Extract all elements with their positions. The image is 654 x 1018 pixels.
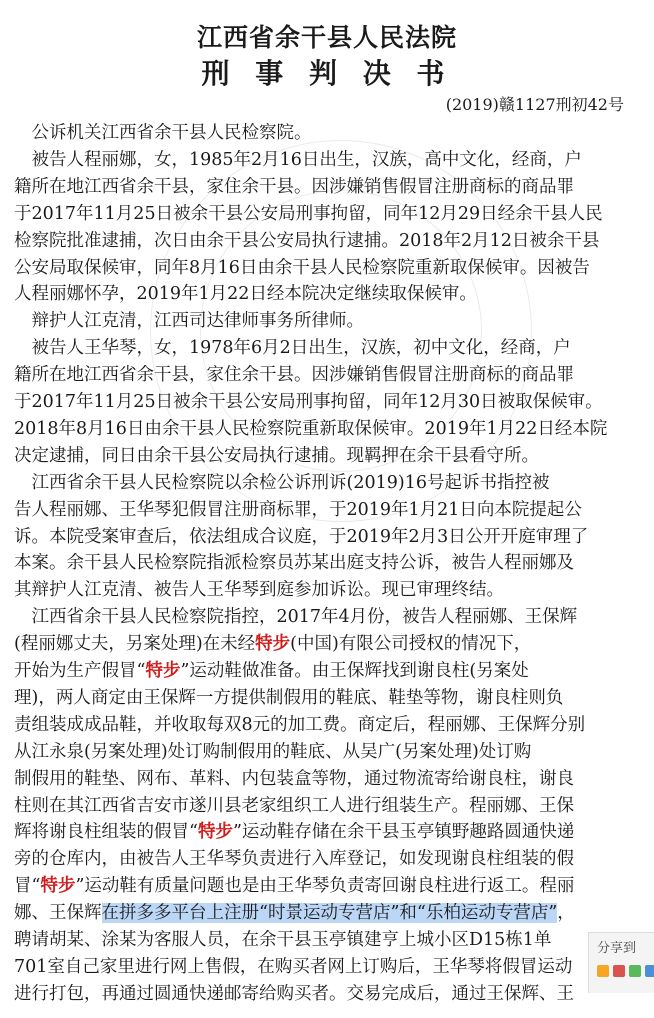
body-line [14, 793, 634, 819]
text-run: ， [557, 903, 575, 924]
text-run: 江西省余干县人民检察院指控，2017年4月份，被告人程丽娜、王保辉 [14, 607, 578, 628]
text-run: 告人程丽娜、王华琴犯假冒注册商标罪，于2019年1月21日向本院提起公 [14, 499, 582, 520]
text-run: 冒“ [14, 876, 41, 897]
body-line [14, 443, 634, 469]
text-run: 检察院批准逮捕，次日由余干县公安局执行逮捕。2018年2月12日被余干县 [14, 230, 600, 251]
body-line [14, 201, 634, 227]
body-line [14, 550, 634, 576]
text-run: ”运动鞋有质量问题也是由王华琴负责寄回谢良柱进行返工。程丽 [75, 876, 575, 897]
body-line [14, 147, 634, 173]
case-number: (2019)赣1127刑初42号 [445, 95, 624, 114]
body-line [14, 927, 634, 953]
body-line [14, 981, 634, 1007]
text-run: 进行打包，再通过圆通快递邮寄给购买者。交易完成后，通过王保辉、王 [14, 983, 574, 1004]
text-run: (中国)有限公司授权的情况下， [290, 634, 532, 655]
text-run: 辉将谢良柱组装的假冒“ [14, 822, 198, 843]
weibo-icon[interactable] [613, 965, 625, 977]
body-line [14, 120, 634, 146]
text-run: 理)，两人商定由王保辉一方提供制假用的鞋底、鞋垫等物，谢良柱则负 [14, 687, 564, 708]
body-line [14, 954, 634, 980]
text-run: ”运动鞋存储在余干县玉亭镇野趣路圆通快递 [232, 822, 575, 843]
body-line [14, 497, 634, 523]
body-line [14, 362, 634, 388]
brand-name: 特步 [197, 822, 233, 843]
text-run: 公诉机关江西省余干县人民检察院。 [14, 123, 312, 143]
text-run: 娜、王保辉 [14, 903, 102, 924]
body-line [14, 846, 634, 872]
body-line [14, 281, 634, 307]
share-icons [597, 965, 654, 977]
text-run: 旁的仓库内，由被告人王华琴负责进行入库登记，如发现谢良柱组装的假 [14, 849, 574, 870]
body-line [14, 228, 634, 254]
body-line [14, 255, 634, 281]
body-line [14, 766, 634, 792]
body-line [14, 685, 634, 711]
body-line [14, 389, 634, 415]
court-name: 江西省余干县人民法院 [196, 23, 457, 52]
text-run: 被告人程丽娜，女，1985年2月16日出生，汉族，高中文化，经商，户 [14, 149, 582, 170]
body-line [14, 308, 634, 334]
body-line [14, 577, 634, 603]
text-run: 诉。本院受案审查后，依法组成合议庭，于2019年2月3日公开开庭审理了 [14, 526, 589, 547]
text-run: 于2017年11月25日被余干县公安局刑事拘留，同年12月30日被取保候审。 [14, 392, 603, 412]
more-icon[interactable] [645, 965, 654, 977]
text-run: 从江永泉(另案处理)处订购制假用的鞋底、从吴广(另案处理)处订购 [14, 741, 532, 762]
body-line [14, 712, 634, 738]
body-line [14, 739, 634, 765]
text-run: 籍所在地江西省余干县，家住余干县。因涉嫌销售假冒注册商标的商品罪 [14, 365, 574, 386]
text-run: 开始为生产假冒“ [14, 661, 146, 681]
selected-text: 在拼多多平台上注册“时景运动专营店”和“乐柏运动专营店” [101, 903, 558, 924]
body-line [14, 819, 634, 845]
body-line [14, 174, 634, 200]
body-line [14, 658, 634, 684]
text-run: 于2017年11月25日被余干县公安局刑事拘留，同年12月29日经余干县人民 [14, 203, 603, 224]
body-line [14, 873, 634, 899]
share-panel[interactable] [588, 932, 654, 993]
document-type: 刑 事 判 决 书 [201, 57, 453, 90]
text-run: 公安局取保候审，同年8月16日由余干县人民检察院重新取保候审。因被告 [14, 257, 590, 278]
text-run: 聘请胡某、涂某为客服人员，在余干县玉亭镇建亨上城小区D15栋1单 [14, 930, 552, 950]
text-run: 701室自己家里进行网上售假，在购买者网上订购后，王华琴将假冒运动 [14, 956, 573, 977]
text-run: (程丽娜丈夫，另案处理)在未经 [14, 634, 256, 655]
text-run: 人程丽娜怀孕，2019年1月22日经本院决定继续取保候审。 [14, 284, 477, 305]
text-run: 制假用的鞋垫、网布、革料、内包装盒等物，通过物流寄给谢良柱，谢良 [14, 768, 574, 789]
text-run: 本案。余干县人民检察院指派检察员苏某出庭支持公诉，被告人程丽娜及 [14, 553, 574, 574]
brand-name: 特步 [255, 634, 291, 655]
body-line [14, 335, 634, 361]
text-run: 被告人王华琴，女，1978年6月2日出生，汉族，初中文化，经商，户 [14, 338, 571, 359]
text-run: 辩护人江克清，江西司达律师事务所律师。 [14, 311, 364, 332]
text-run: 责组装成成品鞋，并收取每双8元的加工费。商定后，程丽娜、王保辉分别 [14, 714, 586, 735]
brand-name: 特步 [145, 661, 181, 681]
text-run: 柱则在其江西省吉安市遂川县老家组织工人进行组装生产。程丽娜、王保 [14, 795, 574, 816]
text-run: 江西省余干县人民检察院以余检公诉刑诉(2019)16号起诉书指控被 [14, 472, 550, 493]
text-run: 其辩护人江克清、被告人王华琴到庭参加诉讼。现已审理终结。 [14, 580, 504, 601]
text-run: 决定逮捕，同日由余干县公安局执行逮捕。现羁押在余干县看守所。 [14, 445, 539, 466]
brand-name: 特步 [40, 876, 76, 897]
text-run: 籍所在地江西省余干县，家住余干县。因涉嫌销售假冒注册商标的商品罪 [14, 176, 574, 197]
text-run: ”运动鞋做准备。由王保辉找到谢良柱(另案处 [180, 661, 529, 681]
share-label: 分享到 [597, 940, 637, 955]
wechat-icon[interactable] [629, 965, 641, 977]
body-line [14, 900, 634, 926]
body-line [14, 524, 634, 550]
body-line [14, 470, 634, 496]
body-line [14, 604, 634, 630]
qzone-icon[interactable] [597, 965, 609, 977]
body-line [14, 416, 634, 442]
body-line [14, 631, 634, 657]
text-run: 2018年8月16日由余干县人民检察院重新取保候审。2019年1月22日经本院 [14, 418, 608, 439]
